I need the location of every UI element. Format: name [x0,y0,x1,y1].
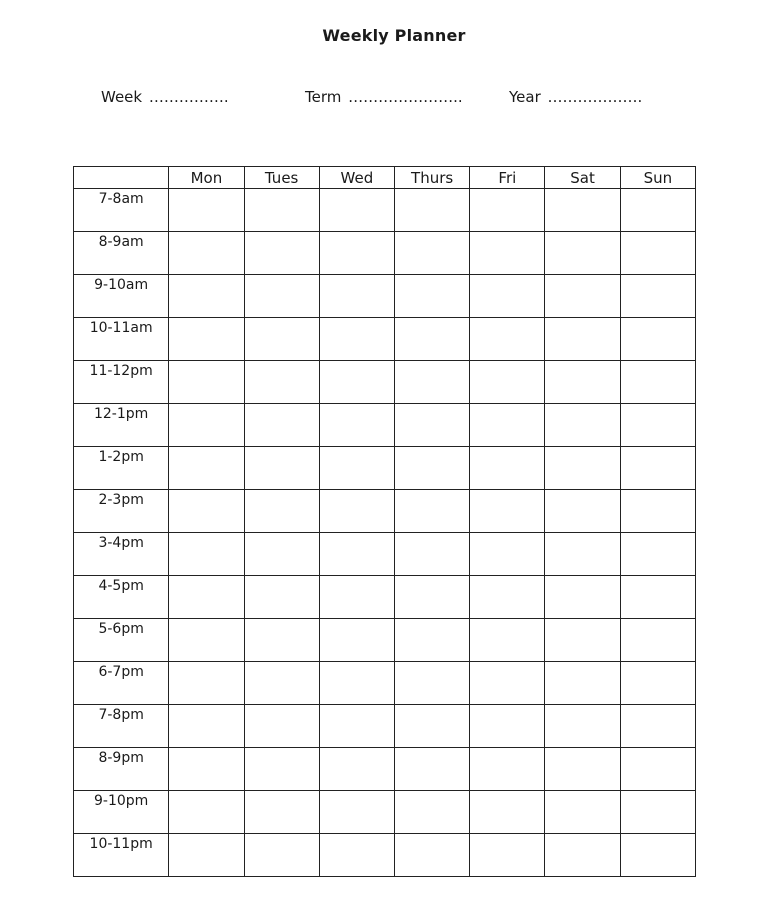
planner-cell[interactable] [244,232,319,275]
time-slot-label: 3-4pm [74,533,169,576]
day-header: Mon [169,167,244,189]
time-slot-label: 12-1pm [74,404,169,447]
time-slot-label: 7-8am [74,189,169,232]
planner-cell[interactable] [169,232,244,275]
planner-cell[interactable] [319,705,394,748]
year-dots: ………………. [547,88,643,106]
term-label: Term [305,88,342,106]
table-row [74,189,696,232]
planner-cell[interactable] [545,576,620,619]
planner-cell[interactable] [545,662,620,705]
table-row [74,318,696,361]
planner-cell[interactable] [169,619,244,662]
planner-cell[interactable] [319,748,394,791]
day-header: Sun [620,167,695,189]
planner-cell[interactable] [319,275,394,318]
day-header: Tues [244,167,319,189]
time-slot-label: 9-10am [74,275,169,318]
planner-cell[interactable] [395,404,470,447]
table-row [74,361,696,404]
planner-cell[interactable] [244,318,319,361]
term-dots: ………………….. [348,88,463,106]
planner-cell[interactable] [395,834,470,877]
planner-cell[interactable] [169,834,244,877]
planner-cell[interactable] [319,662,394,705]
planner-cell[interactable] [244,576,319,619]
planner-table [73,166,696,877]
planner-cell[interactable] [395,791,470,834]
planner-cell[interactable] [620,275,695,318]
planner-cell[interactable] [395,705,470,748]
week-field[interactable] [101,88,229,106]
planner-cell[interactable] [545,275,620,318]
planner-cell[interactable] [470,705,545,748]
planner-cell[interactable] [470,447,545,490]
planner-cell[interactable] [545,619,620,662]
planner-cell[interactable] [169,361,244,404]
planner-cell[interactable] [395,748,470,791]
planner-cell[interactable] [545,533,620,576]
table-row [74,705,696,748]
day-header: Thurs [395,167,470,189]
day-header: Wed [319,167,394,189]
time-slot-label: 1-2pm [74,447,169,490]
planner-cell[interactable] [470,275,545,318]
planner-cell[interactable] [244,834,319,877]
planner-cell[interactable] [244,490,319,533]
planner-cell[interactable] [169,318,244,361]
planner-cell[interactable] [470,619,545,662]
planner-fields [0,88,768,110]
planner-cell[interactable] [169,189,244,232]
planner-cell[interactable] [545,834,620,877]
planner-cell[interactable] [545,748,620,791]
corner-cell [74,167,169,189]
planner-cell[interactable] [620,748,695,791]
planner-cell[interactable] [620,619,695,662]
day-header: Sat [545,167,620,189]
planner-cell[interactable] [545,361,620,404]
planner-cell[interactable] [545,232,620,275]
planner-cell[interactable] [470,748,545,791]
table-row [74,791,696,834]
planner-cell[interactable] [620,533,695,576]
page-title: Weekly Planner [322,26,466,45]
planner-cell[interactable] [470,361,545,404]
table-row [74,533,696,576]
planner-cell[interactable] [395,576,470,619]
planner-cell[interactable] [169,404,244,447]
planner-cell[interactable] [169,662,244,705]
planner-cell[interactable] [169,533,244,576]
time-slot-label: 6-7pm [74,662,169,705]
planner-cell[interactable] [169,490,244,533]
planner-cell[interactable] [244,275,319,318]
table-row [74,275,696,318]
planner-cell[interactable] [620,232,695,275]
planner-cell[interactable] [470,490,545,533]
table-row [74,662,696,705]
planner-cell[interactable] [620,662,695,705]
year-label: Year [509,88,541,106]
time-slot-label: 9-10pm [74,791,169,834]
planner-cell[interactable] [470,318,545,361]
planner-cell[interactable] [169,576,244,619]
planner-cell[interactable] [620,189,695,232]
table-row [74,232,696,275]
time-slot-label: 10-11pm [74,834,169,877]
table-row [74,404,696,447]
planner-cell[interactable] [395,533,470,576]
planner-cell[interactable] [620,705,695,748]
planner-cell[interactable] [620,834,695,877]
planner-body [74,189,696,877]
time-slot-label: 7-8pm [74,705,169,748]
table-row [74,834,696,877]
planner-cell[interactable] [319,361,394,404]
planner-cell[interactable] [169,791,244,834]
planner-cell[interactable] [395,619,470,662]
planner-cell[interactable] [169,705,244,748]
planner-cell[interactable] [395,232,470,275]
planner-cell[interactable] [169,275,244,318]
planner-cell[interactable] [545,318,620,361]
planner-cell[interactable] [395,447,470,490]
planner-cell[interactable] [545,447,620,490]
planner-cell[interactable] [319,791,394,834]
planner-cell[interactable] [620,791,695,834]
planner-cell[interactable] [169,748,244,791]
planner-cell[interactable] [319,232,394,275]
week-label: Week [101,88,143,106]
planner-cell[interactable] [244,189,319,232]
planner-cell[interactable] [470,791,545,834]
planner-cell[interactable] [319,576,394,619]
planner-cell[interactable] [395,318,470,361]
planner-cell[interactable] [395,189,470,232]
planner-cell[interactable] [319,619,394,662]
planner-cell[interactable] [244,748,319,791]
time-slot-label: 11-12pm [74,361,169,404]
week-dots: ……………. [148,88,229,106]
planner-cell[interactable] [470,189,545,232]
planner-cell[interactable] [395,490,470,533]
planner-cell[interactable] [620,490,695,533]
planner-cell[interactable] [470,404,545,447]
planner-cell[interactable] [620,576,695,619]
planner-cell[interactable] [470,533,545,576]
planner-cell[interactable] [244,533,319,576]
table-row [74,748,696,791]
time-slot-label: 5-6pm [74,619,169,662]
time-slot-label: 8-9am [74,232,169,275]
planner-cell[interactable] [319,404,394,447]
planner-cell[interactable] [244,619,319,662]
planner-cell[interactable] [545,705,620,748]
planner-cell[interactable] [319,533,394,576]
planner-cell[interactable] [319,189,394,232]
planner-cell[interactable] [244,791,319,834]
time-slot-label: 10-11am [74,318,169,361]
planner-cell[interactable] [319,834,394,877]
planner-cell[interactable] [470,232,545,275]
planner-cell[interactable] [395,275,470,318]
planner-cell[interactable] [395,361,470,404]
year-field[interactable] [509,88,642,106]
planner-cell[interactable] [620,447,695,490]
table-row [74,447,696,490]
planner-cell[interactable] [620,361,695,404]
planner-cell[interactable] [620,318,695,361]
table-row [74,490,696,533]
planner-cell[interactable] [470,576,545,619]
planner-cell[interactable] [395,662,470,705]
planner-cell[interactable] [244,662,319,705]
day-header: Fri [470,167,545,189]
header-row [74,167,696,189]
table-row [74,619,696,662]
term-field[interactable] [305,88,463,106]
planner-cell[interactable] [545,490,620,533]
planner-cell[interactable] [319,447,394,490]
planner-cell[interactable] [470,834,545,877]
planner-cell[interactable] [545,791,620,834]
planner-cell[interactable] [319,318,394,361]
table-row [74,576,696,619]
time-slot-label: 2-3pm [74,490,169,533]
time-slot-label: 8-9pm [74,748,169,791]
planner-cell[interactable] [545,404,620,447]
planner-cell[interactable] [470,662,545,705]
planner-cell[interactable] [620,404,695,447]
planner-cell[interactable] [545,189,620,232]
planner-cell[interactable] [169,447,244,490]
planner-cell[interactable] [244,705,319,748]
time-slot-label: 4-5pm [74,576,169,619]
planner-cell[interactable] [319,490,394,533]
planner-cell[interactable] [244,447,319,490]
planner-cell[interactable] [244,404,319,447]
planner-cell[interactable] [244,361,319,404]
